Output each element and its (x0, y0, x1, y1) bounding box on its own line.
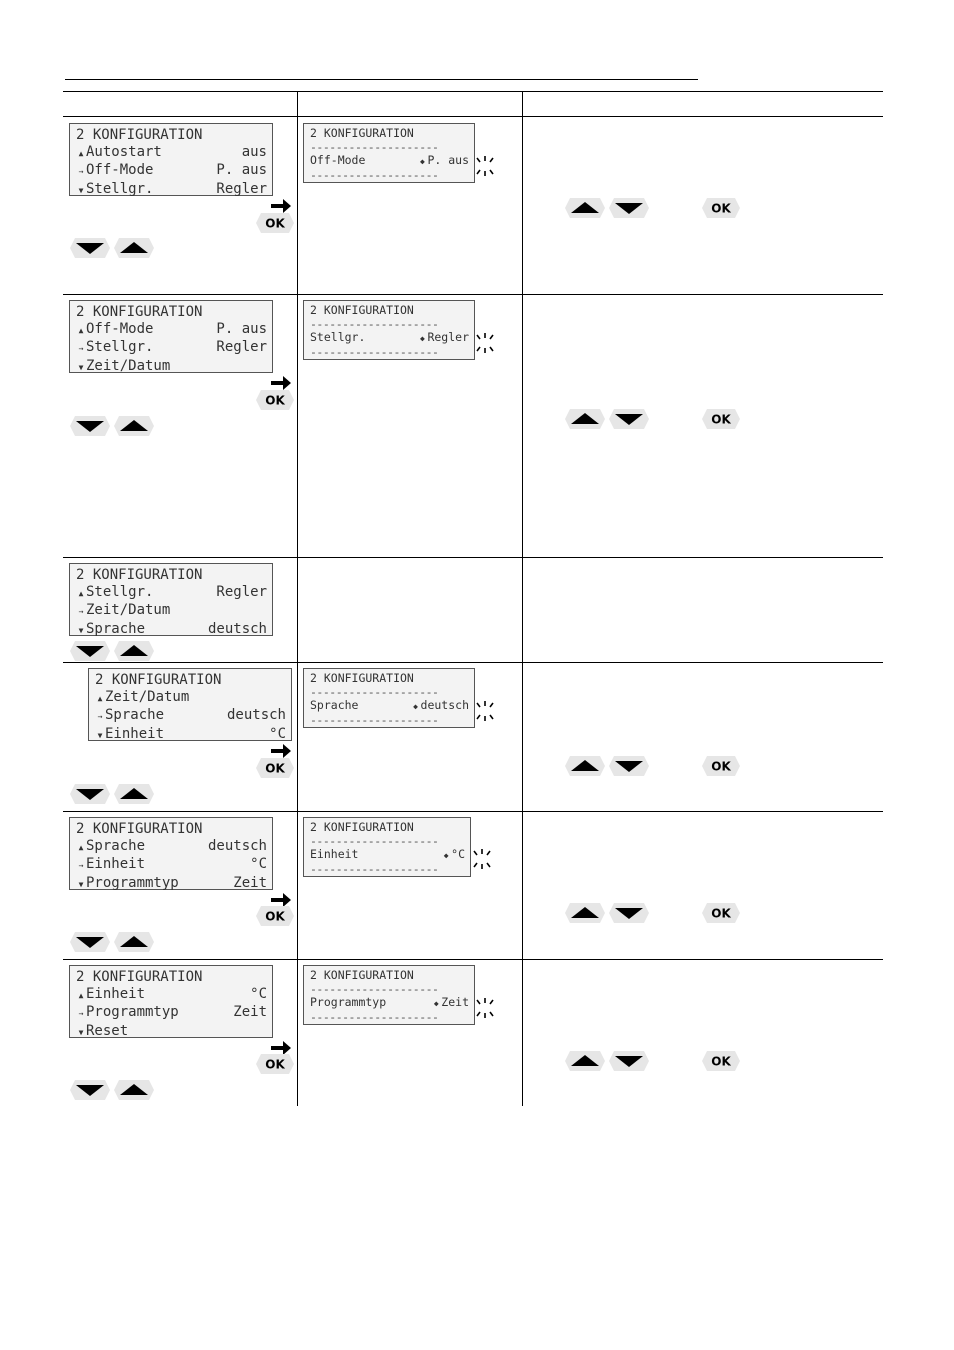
menu-line-selected (76, 602, 267, 621)
up-arrow-key-icon[interactable] (113, 415, 155, 437)
up-arrow-key-icon[interactable] (564, 755, 606, 777)
edit-value: °C (451, 847, 465, 861)
up-arrow-key-icon[interactable] (564, 1050, 606, 1072)
down-arrow-key-icon[interactable] (69, 415, 111, 437)
menu-line (76, 875, 267, 894)
selection-arrow-icon: → (78, 167, 84, 176)
separator-line: -------------------- (310, 834, 439, 848)
menu-value: deutsch (207, 837, 267, 854)
menu-display (88, 668, 292, 741)
top-rule (65, 79, 698, 80)
menu-value: °C (250, 985, 267, 1002)
display-title: 2 KONFIGURATION (310, 820, 414, 834)
ok-key-label: OK (711, 201, 731, 216)
scroll-up-marker-icon: ▲ (78, 588, 84, 598)
edit-display (303, 817, 471, 877)
updown-arrow-icon: ◆ (443, 851, 449, 860)
scroll-down-marker-icon: ▼ (78, 879, 84, 889)
menu-label: Stellgr. (86, 339, 154, 355)
menu-value: deutsch (207, 620, 267, 637)
scroll-up-marker-icon: ▲ (78, 842, 84, 852)
edit-label: Sprache (310, 698, 359, 712)
menu-line (76, 144, 267, 163)
blinking-indicator-icon (474, 997, 496, 1019)
menu-value: Regler (216, 180, 267, 197)
menu-line (76, 621, 267, 640)
display-title: 2 KONFIGURATION (95, 672, 222, 688)
up-arrow-key-icon[interactable] (564, 902, 606, 924)
header-bottom-line (63, 116, 883, 117)
menu-label: Sprache (86, 620, 146, 637)
menu-value: Regler (216, 339, 267, 355)
edit-label: Off-Mode (310, 153, 366, 167)
updown-arrow-icon: ◆ (433, 999, 439, 1008)
up-arrow-key-icon[interactable] (113, 931, 155, 953)
ok-key-label: OK (711, 759, 731, 774)
scroll-down-marker-icon: ▼ (78, 185, 84, 195)
menu-line (76, 584, 267, 603)
separator-line: -------------------- (310, 1010, 439, 1024)
down-arrow-key-icon[interactable] (69, 931, 111, 953)
display-title: 2 KONFIGURATION (76, 567, 203, 583)
edit-display (303, 300, 475, 360)
menu-line (76, 1023, 267, 1042)
scroll-up-marker-icon: ▲ (97, 693, 103, 703)
edit-display (303, 123, 475, 183)
edit-line (310, 996, 469, 1011)
menu-label: Einheit (86, 985, 146, 1002)
scroll-down-marker-icon: ▼ (78, 362, 84, 372)
display-title: 2 KONFIGURATION (310, 303, 414, 317)
edit-line (310, 154, 469, 169)
menu-label: Autostart (86, 143, 162, 160)
edit-line (310, 331, 469, 346)
menu-value: Zeit (233, 874, 267, 891)
down-arrow-key-icon[interactable] (608, 902, 650, 924)
menu-label: Sprache (105, 707, 165, 723)
ok-key-icon[interactable] (701, 1050, 741, 1072)
menu-display (69, 563, 273, 636)
menu-label: Einheit (86, 856, 146, 872)
menu-label: Stellgr. (86, 180, 154, 197)
selection-arrow-icon: → (78, 344, 84, 353)
updown-arrow-icon: ◆ (413, 702, 418, 711)
ok-key-icon[interactable] (255, 212, 295, 234)
separator-line: -------------------- (310, 317, 439, 331)
scroll-up-marker-icon: ▲ (78, 325, 84, 335)
column-divider (297, 91, 298, 1106)
ok-key-label: OK (711, 412, 731, 427)
separator-line: -------------------- (310, 345, 439, 359)
row-divider (63, 294, 883, 295)
updown-arrow-icon: ◆ (420, 157, 425, 166)
menu-line-selected (76, 339, 267, 358)
down-arrow-key-icon[interactable] (69, 237, 111, 259)
edit-line (310, 848, 465, 863)
ok-key-label: OK (711, 1054, 731, 1069)
separator-line: -------------------- (310, 140, 439, 154)
menu-value: aus (241, 143, 267, 160)
down-arrow-key-icon[interactable] (69, 783, 111, 805)
menu-line (76, 986, 267, 1005)
down-arrow-key-icon[interactable] (69, 1079, 111, 1101)
menu-label: Zeit/Datum (86, 357, 171, 374)
ok-key-label: OK (265, 761, 285, 776)
scroll-up-marker-icon: ▲ (78, 990, 84, 1000)
menu-label: Programmtyp (86, 1004, 179, 1020)
edit-label: Stellgr. (310, 330, 366, 344)
menu-label: Zeit/Datum (86, 602, 171, 618)
scroll-down-marker-icon: ▼ (78, 1027, 84, 1037)
menu-line (95, 689, 286, 708)
menu-line (95, 726, 286, 745)
ok-key-label: OK (265, 393, 285, 408)
up-arrow-key-icon[interactable] (564, 197, 606, 219)
ok-key-label: OK (265, 1057, 285, 1072)
scroll-down-marker-icon: ▼ (97, 730, 103, 740)
display-title: 2 KONFIGURATION (310, 671, 414, 685)
edit-value: Regler (427, 330, 469, 344)
selection-arrow-icon: → (78, 1009, 84, 1018)
menu-label: Zeit/Datum (105, 688, 190, 705)
scroll-up-marker-icon: ▲ (78, 148, 84, 158)
menu-line (76, 358, 267, 377)
selection-arrow-icon: → (78, 607, 84, 616)
blinking-indicator-icon (474, 155, 496, 177)
ok-key-icon[interactable] (255, 1053, 295, 1075)
separator-line: -------------------- (310, 168, 439, 182)
menu-value: P. aus (216, 320, 267, 337)
ok-key-label: OK (265, 216, 285, 231)
menu-label: Off-Mode (86, 320, 154, 337)
menu-line (76, 838, 267, 857)
up-arrow-key-icon[interactable] (113, 640, 155, 662)
header-top-line (63, 91, 883, 92)
edit-label: Programmtyp (310, 995, 387, 1009)
menu-line-selected (76, 1004, 267, 1023)
up-arrow-key-icon[interactable] (113, 1079, 155, 1101)
ok-key-label: OK (265, 909, 285, 924)
display-title: 2 KONFIGURATION (310, 968, 414, 982)
display-title: 2 KONFIGURATION (76, 127, 203, 143)
menu-line (76, 181, 267, 200)
updown-arrow-icon: ◆ (420, 334, 425, 343)
row-divider (63, 662, 883, 663)
display-title: 2 KONFIGURATION (310, 126, 414, 140)
menu-label: Reset (86, 1022, 129, 1039)
separator-line: -------------------- (310, 862, 439, 876)
selection-arrow-icon: → (97, 712, 103, 721)
edit-label: Einheit (310, 847, 359, 861)
menu-value: °C (269, 725, 286, 742)
menu-display (69, 817, 273, 890)
down-arrow-key-icon[interactable] (608, 197, 650, 219)
ok-key-label: OK (711, 906, 731, 921)
menu-label: Stellgr. (86, 583, 154, 600)
menu-value: °C (250, 856, 267, 872)
menu-label: Sprache (86, 837, 146, 854)
down-arrow-key-icon[interactable] (608, 755, 650, 777)
edit-value: Zeit (441, 995, 469, 1009)
display-title: 2 KONFIGURATION (76, 969, 203, 985)
menu-line-selected (76, 856, 267, 875)
row-divider (63, 959, 883, 960)
edit-value: deutsch (420, 698, 469, 712)
up-arrow-key-icon[interactable] (564, 408, 606, 430)
selection-arrow-icon: → (78, 861, 84, 870)
blinking-indicator-icon (474, 332, 496, 354)
menu-value: P. aus (216, 162, 267, 178)
menu-line-selected (76, 162, 267, 181)
ok-key-icon[interactable] (701, 902, 741, 924)
separator-line: -------------------- (310, 685, 439, 699)
edit-value: P. aus (427, 153, 469, 167)
menu-label: Off-Mode (86, 162, 154, 178)
row-divider (63, 557, 883, 558)
scroll-down-marker-icon: ▼ (78, 625, 84, 635)
display-title: 2 KONFIGURATION (76, 304, 203, 320)
menu-value: Zeit (233, 1004, 267, 1020)
ok-key-icon[interactable] (701, 197, 741, 219)
ok-key-icon[interactable] (255, 389, 295, 411)
blinking-indicator-icon (471, 848, 493, 870)
menu-label: Programmtyp (86, 874, 179, 891)
menu-display (69, 123, 273, 196)
up-arrow-key-icon[interactable] (113, 783, 155, 805)
separator-line: -------------------- (310, 713, 439, 727)
blinking-indicator-icon (474, 700, 496, 722)
column-divider (522, 91, 523, 1106)
down-arrow-key-icon[interactable] (608, 1050, 650, 1072)
row-divider (63, 811, 883, 812)
ok-key-icon[interactable] (255, 905, 295, 927)
menu-display (69, 965, 273, 1038)
ok-key-icon[interactable] (255, 757, 295, 779)
ok-key-icon[interactable] (701, 408, 741, 430)
menu-line (76, 321, 267, 340)
menu-line-selected (95, 707, 286, 726)
menu-value: Regler (216, 583, 267, 600)
menu-value: deutsch (226, 707, 286, 723)
ok-key-icon[interactable] (701, 755, 741, 777)
menu-display (69, 300, 273, 373)
down-arrow-key-icon[interactable] (69, 640, 111, 662)
edit-display (303, 965, 475, 1025)
down-arrow-key-icon[interactable] (608, 408, 650, 430)
up-arrow-key-icon[interactable] (113, 237, 155, 259)
display-title: 2 KONFIGURATION (76, 821, 203, 837)
edit-line (310, 699, 469, 714)
menu-label: Einheit (105, 725, 165, 742)
edit-display (303, 668, 475, 728)
separator-line: -------------------- (310, 982, 439, 996)
